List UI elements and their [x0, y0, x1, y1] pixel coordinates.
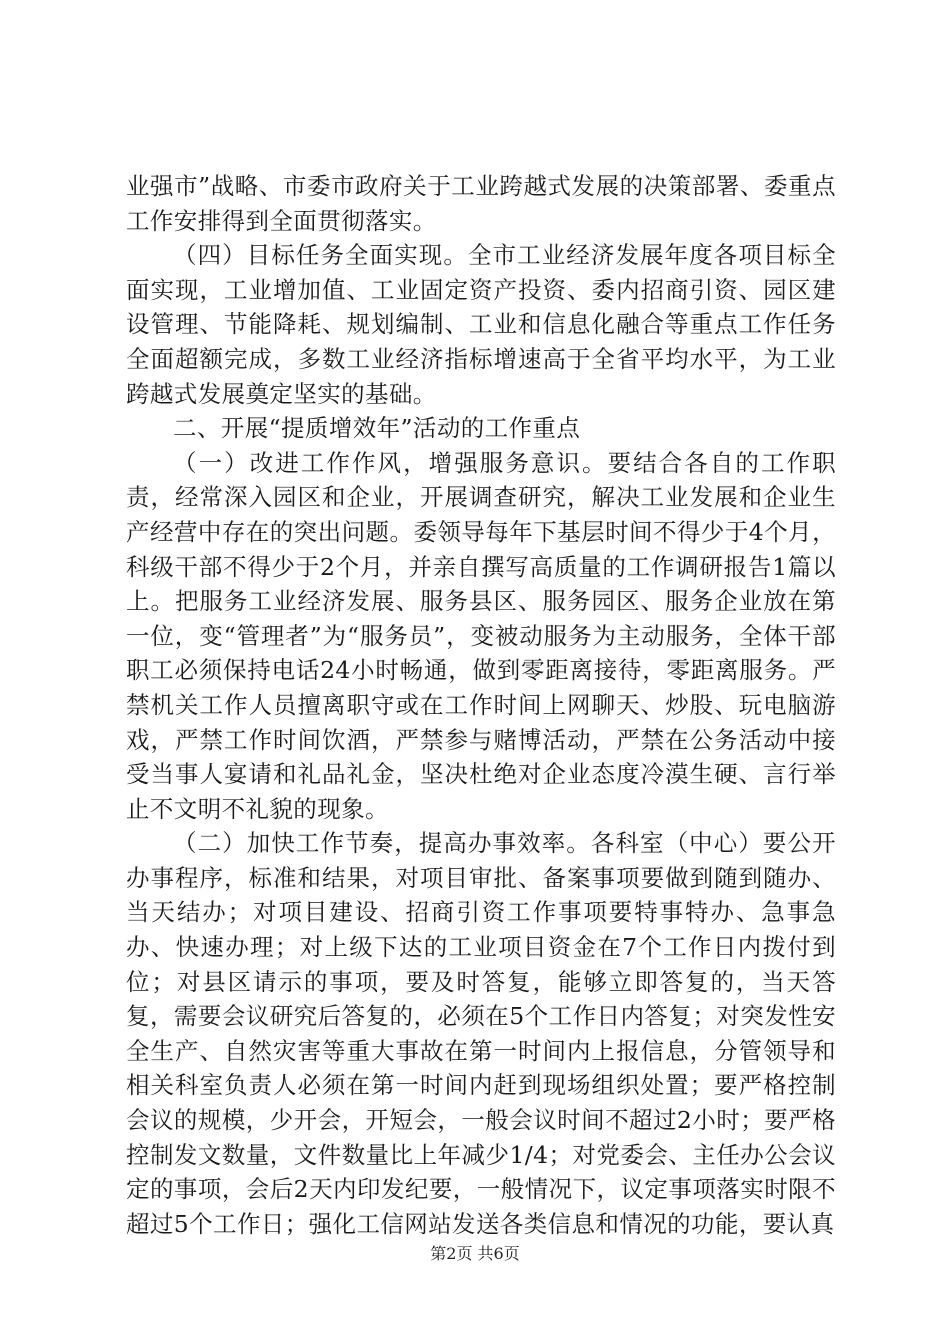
paragraph-section-4: （四）目标任务全面实现。全市工业经济发展年度各项目标全面实现，工业增加值、工业固定资产投资、委内招商引资、园区建设管理、节能降耗、规划编制、工业和信息化融合等重点工作任务全面超额完成，多数工业经济指标增速高于全省平均水平，为工业跨越式发展奠定坚实的基础。 — [126, 241, 836, 408]
paragraph-item-2: （二）加快工作节奏，提高办事效率。各科室（中心）要公开办事程序，标准和结果，对项目审批、备案事项要做到随到随办、当天结办；对项目建设、招商引资工作事项要特事特办、急事急办、快速办理；对上级下达的工业项目资金在7个工作日内拨付到位；对县区请示的事项，要及时答复，能够立即答复的，当天答复，需要会议研究后答复的，必须在5个工作日内答复；对突发性安全生产、自然灾害等重大事故在第一时间内上报信息，分管领导和相关科室负责人必须在第一时间内赶到现场组织处置；要严格控制会议的规模，少开会，开短会，一般会议时间不超过2小时；要严格控制发文数量，文件数量比上年减少1/4；对党委会、主任办公会议定的事项，会后2天内印发纪要，一般情况下，议定事项落实时限不超过5个工作日；强化工信网站发送各类信息和情况的功能，要认真 — [126, 829, 836, 1238]
page-footer — [0, 1244, 950, 1264]
section-heading-2: 二、开展“提质增效年”活动的工作重点 — [173, 414, 581, 443]
paragraph-item-1: （一）改进工作作风，增强服务意识。要结合各自的工作职责，经常深入园区和企业，开展调查研究，解决工业发展和企业生产经营中存在的突出问题。委领导每年下基层时间不得少于4个月，科级干部不得少于2个月，并亲自撰写高质量的工作调研报告1篇以上。把服务工业经济发展、服务县区、服务园区、服务企业放在第一位，变“管理者”为“服务员”，变被动服务为主动服务，全体干部职工必须保持电话24小时畅通，做到零距离接待，零距离服务。严禁机关工作人员擅离职守或在工作时间上网聊天、炒股、玩电脑游戏，严禁工作时间饮酒，严禁参与赌博活动，严禁在公务活动中接受当事人宴请和礼品礼金，坚决杜绝对企业态度冷漠生硬、言行举止不文明不礼貌的现象。 — [126, 448, 836, 823]
paragraph-continuation: 业强市”战略、市委市政府关于工业跨越式发展的决策部署、委重点工作安排得到全面贯彻落实。 — [126, 172, 836, 235]
document-body — [126, 169, 836, 1241]
page-number-label: 第2页 共6页 — [430, 1244, 520, 1263]
